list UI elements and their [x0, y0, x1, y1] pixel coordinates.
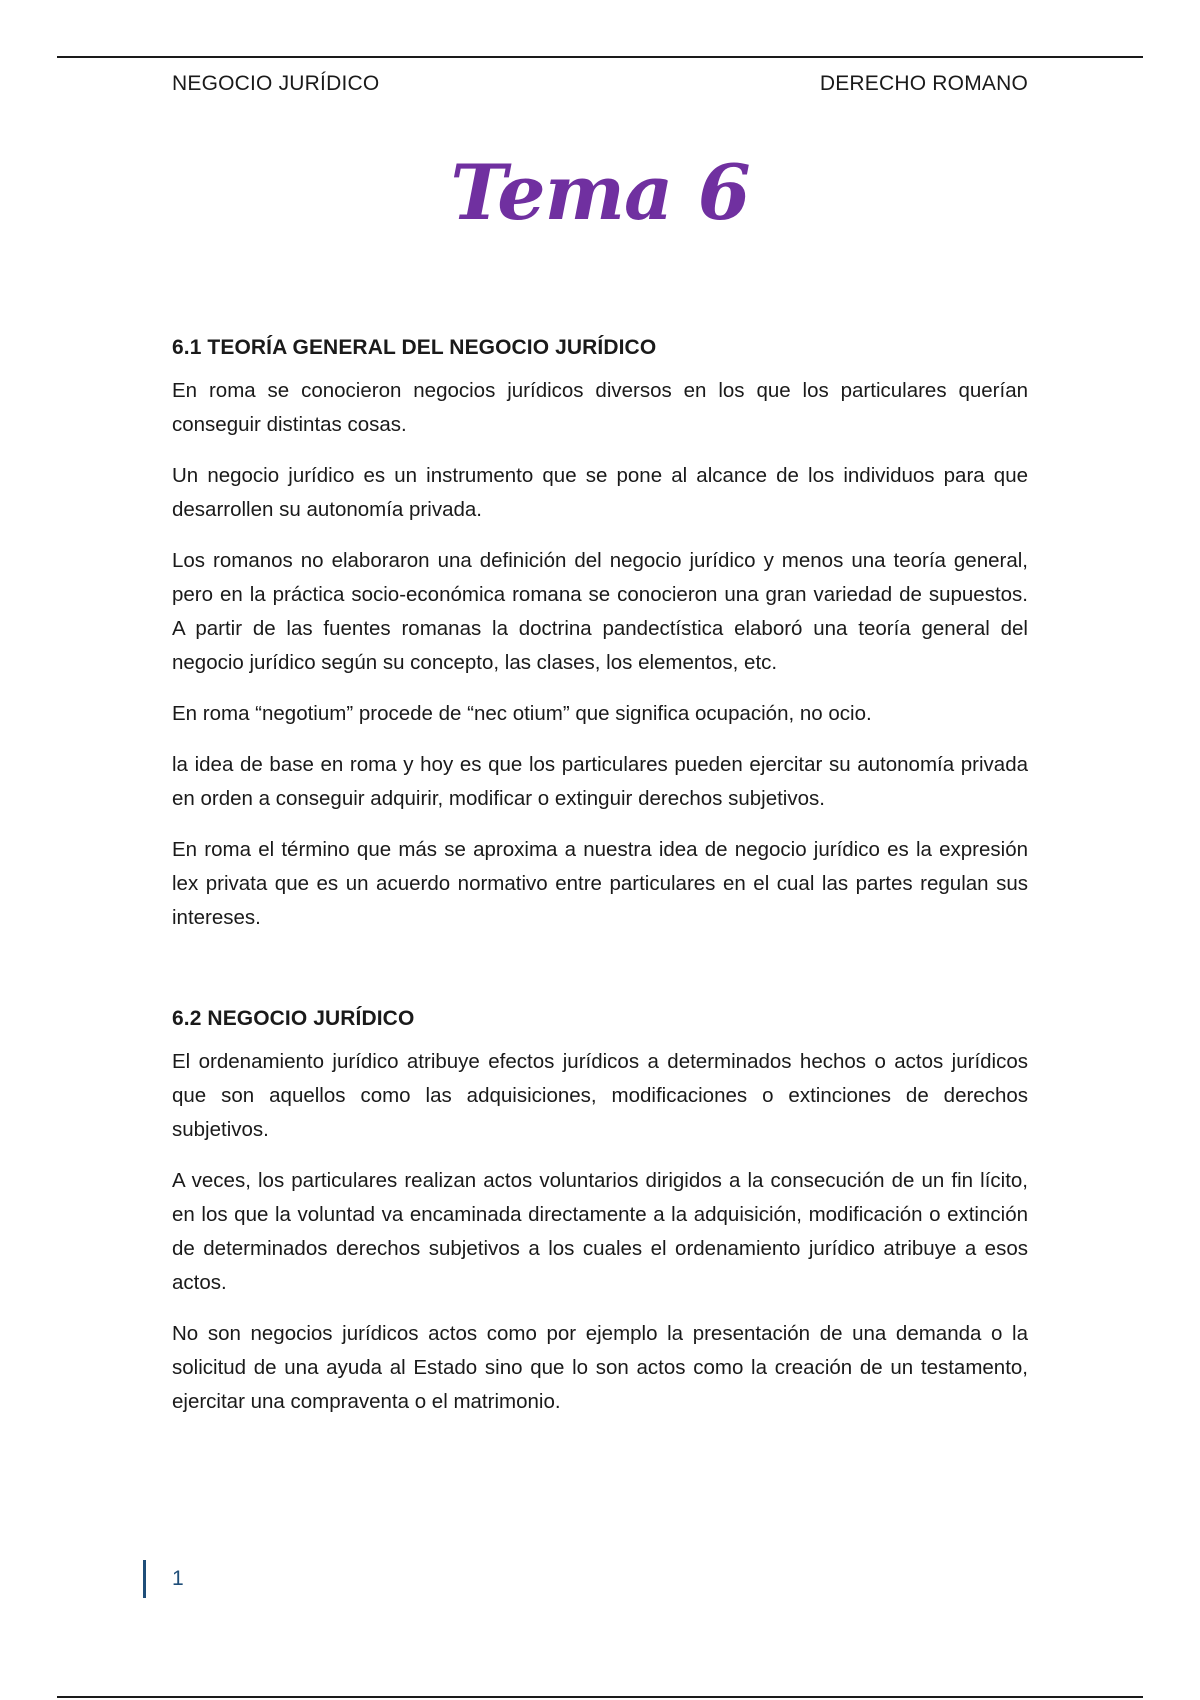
paragraph: En roma el término que más se aproxima a nuestra idea de negocio jurídico es la expresión lex privata que es un acuerdo normativo entre particulares en el cual las partes regulan sus intereses. — [172, 838, 1028, 929]
section-heading: 6.2 NEGOCIO JURÍDICO — [172, 1007, 415, 1030]
page-title: Tema 6 — [450, 148, 750, 237]
paragraph: No son negocios jurídicos actos como por ejemplo la presentación de una demanda o la solicitud de una ayuda al Estado sino que lo son actos como la creación de un testamento, ejercitar una compraventa o el matrimonio. — [172, 1322, 1028, 1413]
paragraph: A veces, los particulares realizan actos voluntarios dirigidos a la consecución de un fin lícito, en los que la voluntad va encaminada directamente a la adquisición, modificación o extinción de determinados derechos subjetivos a los cuales el ordenamiento jurídico atribuye a esos actos. — [172, 1169, 1028, 1294]
footer-rule — [57, 1696, 1143, 1698]
header-right-text: DERECHO ROMANO — [819, 72, 1028, 95]
page-number: 1 — [143, 1560, 184, 1598]
section-heading: 6.1 TEORÍA GENERAL DEL NEGOCIO JURÍDICO — [172, 336, 657, 359]
paragraph: Un negocio jurídico es un instrumento que se pone al alcance de los individuos para que desarrollen su autonomía privada. — [172, 464, 1028, 521]
section-6-1 — [172, 336, 1028, 935]
header-rule — [57, 56, 1143, 58]
paragraph: Los romanos no elaboraron una definición del negocio jurídico y menos una teoría general, pero en la práctica socio-económica romana se conocieron una gran variedad de supuestos. A partir de las fuentes romanas la doctrina pandectística elaboró una teoría general del negocio jurídico según su concepto, las clases, los elementos, etc. — [172, 549, 1028, 674]
paragraph: El ordenamiento jurídico atribuye efectos jurídicos a determinados hechos o actos jurídicos que son aquellos como las adquisiciones, modificaciones o extinciones de derechos subjetivos. — [172, 1050, 1028, 1141]
document-body — [172, 336, 1028, 1436]
paragraph: En roma “negotium” procede de “nec otium” que significa ocupación, no ocio. — [172, 702, 872, 725]
paragraph: En roma se conocieron negocios jurídicos diversos en los que los particulares querían conseguir distintas cosas. — [172, 379, 1028, 436]
header-left-text: NEGOCIO JURÍDICO — [172, 72, 380, 95]
paragraph: la idea de base en roma y hoy es que los particulares pueden ejercitar su autonomía privada en orden a conseguir adquirir, modificar o extinguir derechos subjetivos. — [172, 753, 1028, 810]
section-6-2 — [172, 1007, 1028, 1419]
